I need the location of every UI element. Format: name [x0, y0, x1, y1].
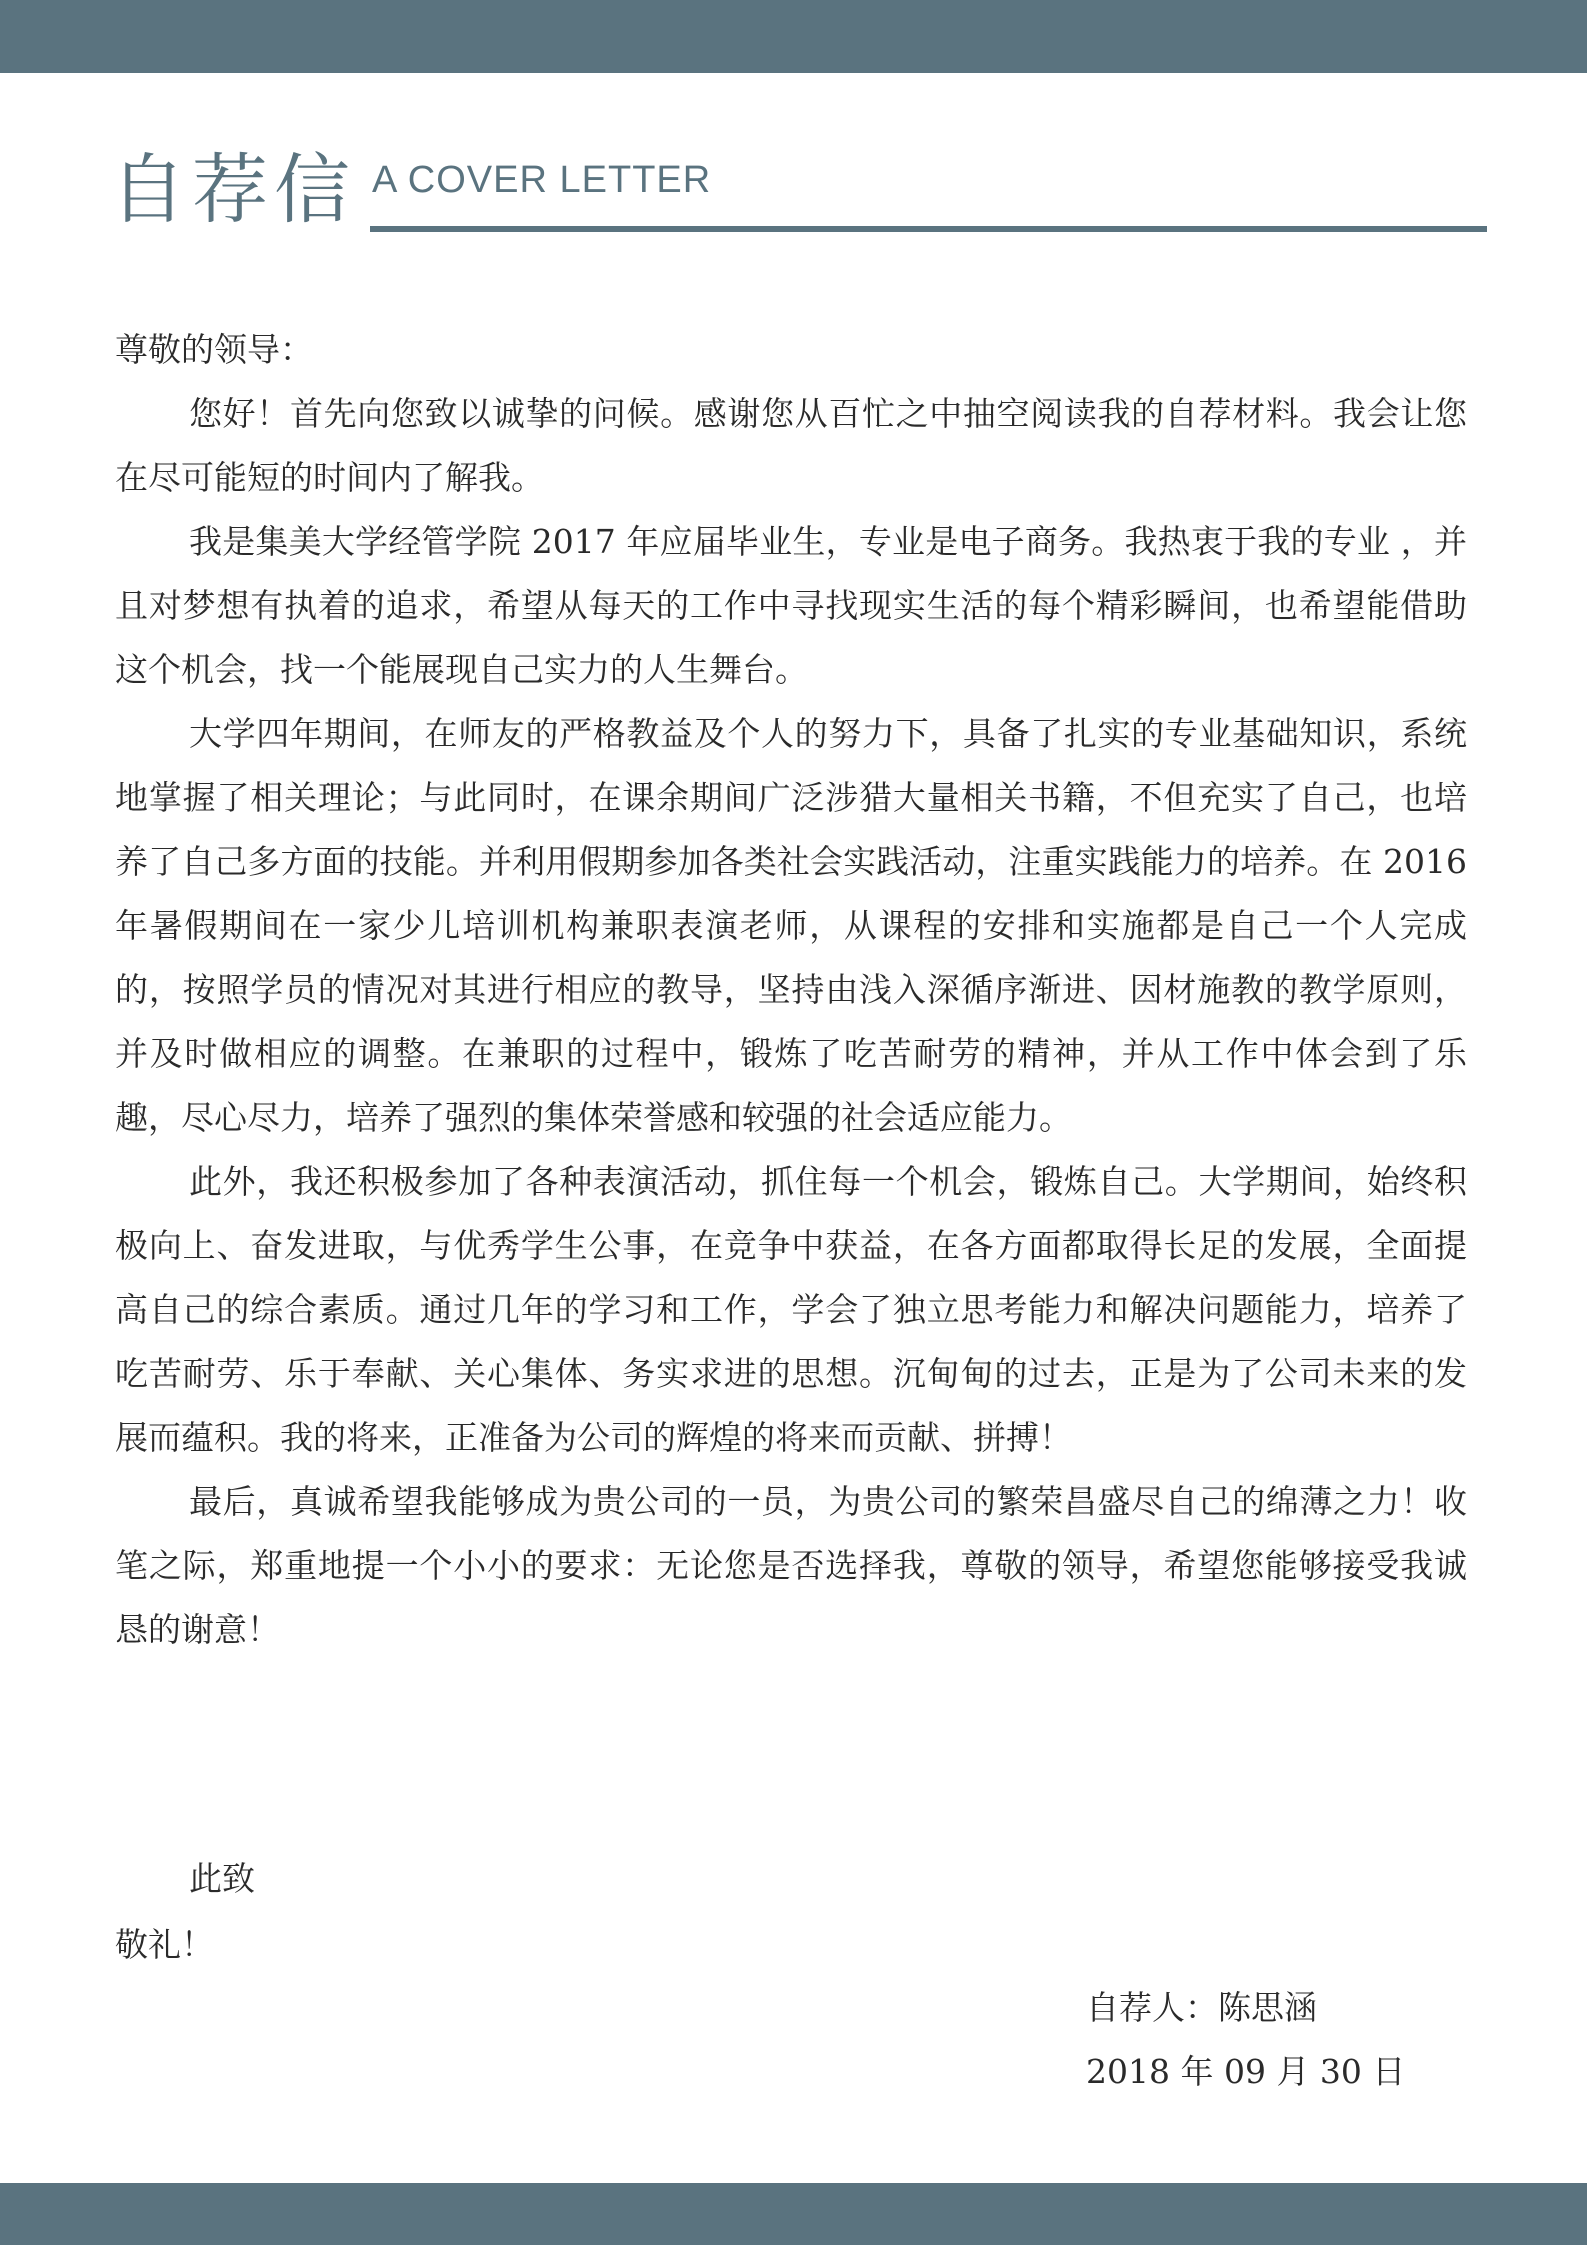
paragraph-university: 大学四年期间，在师友的严格教益及个人的努力下，具备了扎实的专业基础知识，系统地掌握了相关理论；与此同时，在课余期间广泛涉猎大量相关书籍，不但充实了自己，也培养了自己多方面的技能。并利用假期参加各类社会实践活动，注重实践能力的培养。在 2016 年暑假期间在一家少儿培训机构兼职表演老师，从课程的安排和实施都是自己一个人完成的，按照学员的情况对其进行相应的教导，坚持由浅入深循序渐进、因材施教的教学原则，并及时做相应的调整。在兼职的过程中，锻炼了吃苦耐劳的精神，并从工作中体会到了乐趣，尽心尽力，培养了强烈的集体荣誉感和较强的社会适应能力。	[115, 714, 1467, 1137]
paragraph-introduction: 我是集美大学经管学院 2017 年应届毕业生，专业是电子商务。我热衷于我的专业 ，并且对梦想有执着的追求，希望从每天的工作中寻找现实生活的每个精彩瞬间，也希望能借助这个机会，找一个能展现自己实力的人生舞台。	[115, 522, 1467, 689]
closing-line-2: 敬礼！	[115, 1925, 214, 1964]
title-underline	[370, 226, 1487, 232]
top-header-band	[0, 0, 1587, 73]
paragraph-greeting: 您好！首先向您致以诚挚的问候。感谢您从百忙之中抽空阅读我的自荐材料。我会让您在尽可能短的时间内了解我。	[115, 394, 1467, 497]
letter-date: 2018 年 09 月 30 日	[1086, 2052, 1406, 2091]
closing-block	[115, 1846, 255, 1978]
signer-name: 自荐人：陈思涵	[1086, 1988, 1317, 2027]
bottom-footer-band	[0, 2183, 1587, 2245]
letter-body	[115, 318, 1467, 1662]
signature-block	[1086, 1976, 1405, 2104]
paragraph-conclusion: 最后，真诚希望我能够成为贵公司的一员，为贵公司的繁荣昌盛尽自己的绵薄之力！收笔之际，郑重地提一个小小的要求：无论您是否选择我，尊敬的领导，希望您能够接受我诚恳的谢意！	[115, 1482, 1467, 1649]
page-subtitle: A COVER LETTER	[372, 159, 712, 201]
page-title: 自荐信	[110, 145, 356, 234]
salutation: 尊敬的领导：	[115, 330, 313, 369]
paragraph-activities: 此外，我还积极参加了各种表演活动，抓住每一个机会，锻炼自己。大学期间，始终积极向上、奋发进取，与优秀学生公事，在竞争中获益，在各方面都取得长足的发展，全面提高自己的综合素质。通过几年的学习和工作，学会了独立思考能力和解决问题能力，培养了吃苦耐劳、乐于奉献、关心集体、务实求进的思想。沉甸甸的过去，正是为了公司未来的发展而蕴积。我的将来，正准备为公司的辉煌的将来而贡献、拼搏！	[115, 1162, 1467, 1457]
closing-line-1: 此致	[189, 1859, 255, 1898]
